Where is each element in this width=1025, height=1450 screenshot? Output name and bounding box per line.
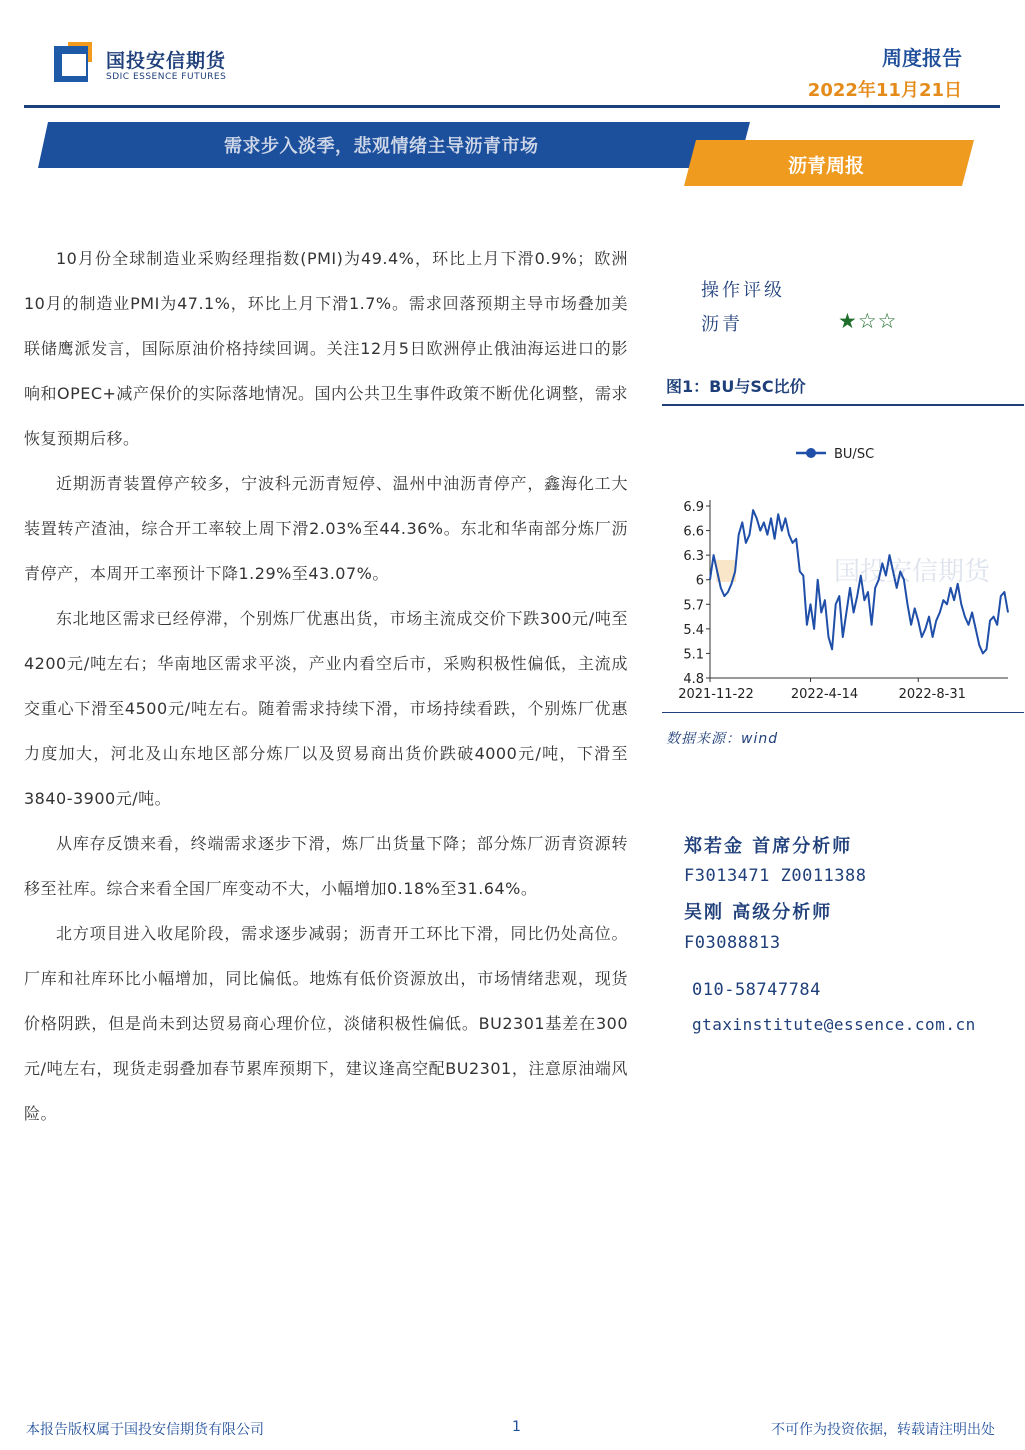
figure-bottom-rule <box>662 712 1024 713</box>
analyst-license: F03088813 <box>684 933 781 953</box>
bu-sc-ratio-chart <box>662 430 1024 712</box>
body-paragraph: 近期沥青装置停产较多，宁波科元沥青短停、温州中油沥青停产，鑫海化工大装置转产渣油，综合开工率较上周下滑2.03%至44.36%。东北和华南部分炼厂沥青停产，本周开工率预计下降1.29%至43.07%。 <box>24 474 628 583</box>
page-number: 1 <box>512 1419 521 1435</box>
rating-product: 沥青 <box>701 314 743 335</box>
legend-marker-icon <box>806 448 816 458</box>
body-paragraph: 10月份全球制造业采购经理指数(PMI)为49.4%，环比上月下滑0.9%；欧洲10月的制造业PMI为47.1%，环比上月下滑1.7%。需求回落预期主导市场叠加美联储鹰派发言，国际原油价格持续回调。关注12月5日欧洲停止俄油海运进口的影响和OPEC+减产保价的实际落地情况。国内公共卫生事件政策不断优化调整，需求恢复预期后移。 <box>24 249 628 448</box>
y-tick-label: 6.9 <box>683 500 704 515</box>
report-type: 周度报告 <box>882 46 962 70</box>
logo-text-cn: 国投安信期货 <box>106 50 227 72</box>
logo-mark-icon <box>52 42 96 86</box>
analyst-name: 郑若金 首席分析师 <box>684 836 853 857</box>
y-tick-label: 5.1 <box>683 647 704 663</box>
body-paragraph: 从库存反馈来看，终端需求逐步下滑，炼厂出货量下降；部分炼厂沥青资源转移至社库。综合来看全国厂库变动不大，小幅增加0.18%至31.64%。 <box>24 834 628 898</box>
contact-phone: 010-58747784 <box>692 980 821 1000</box>
footer-copyright: 本报告版权属于国投安信期货有限公司 <box>26 1422 264 1438</box>
rating-title: 操作评级 <box>701 280 785 301</box>
y-tick-label: 5.7 <box>683 598 704 614</box>
body-paragraph: 东北地区需求已经停滞，个别炼厂优惠出货，市场主流成交价下跌300元/吨至4200元/吨左右；华南地区需求平淡，产业内看空后市，采购积极性偏低，主流成交重心下滑至4500元/吨左右。随着需求持续下滑，市场持续看跌，个别炼厂优惠力度加大，河北及山东地区部分炼厂以及贸易商出货价跌破4000元/吨，下滑至3840-3900元/吨。 <box>24 609 628 808</box>
analyst-name: 吴刚 高级分析师 <box>684 902 833 923</box>
body-paragraph: 北方项目进入收尾阶段，需求逐步减弱；沥青开工环比下滑，同比仍处高位。厂库和社库环比小幅增加，同比偏低。地炼有低价资源放出，市场情绪悲观，现货价格阴跌，但是尚未到达贸易商心理价位，淡储积极性偏低。BU2301基差在300元/吨左右，现货走弱叠加春节累库预期下，建议逢高空配BU2301，注意原油端风险。 <box>24 924 628 1123</box>
contact-email[interactable]: gtaxinstitute@essence.com.cn <box>692 1015 976 1034</box>
y-tick-label: 6.6 <box>683 524 704 540</box>
report-subtitle: 沥青周报 <box>788 155 865 177</box>
report-body <box>24 236 628 1136</box>
footer-disclaimer: 不可作为投资依据，转载请注明出处 <box>771 1422 995 1438</box>
chart-watermark: 国投安信期货 <box>833 557 991 587</box>
rating-stars-icon: ★☆☆ <box>838 309 898 333</box>
figure-top-rule <box>662 404 1024 406</box>
x-tick-label: 2022-8-31 <box>898 687 966 702</box>
report-title: 需求步入淡季，悲观情绪主导沥青市场 <box>224 136 539 157</box>
report-date: 2022年11月21日 <box>807 80 962 101</box>
data-source: 数据来源：wind <box>666 731 779 747</box>
y-tick-label: 5.4 <box>683 622 704 638</box>
y-tick-label: 6 <box>695 573 704 589</box>
x-tick-label: 2022-4-14 <box>790 687 859 702</box>
figure-title: 图1：BU与SC比价 <box>666 377 806 396</box>
y-tick-label: 4.8 <box>683 672 704 687</box>
x-tick-label: 2021-11-22 <box>678 687 754 702</box>
logo-text-en: SDIC ESSENCE FUTURES <box>106 72 227 82</box>
analyst-license: F3013471 Z0011388 <box>684 866 867 886</box>
y-tick-label: 6.3 <box>683 549 704 565</box>
legend-label: BU/SC <box>834 447 875 462</box>
company-logo <box>52 42 312 88</box>
header-divider <box>24 105 1000 108</box>
